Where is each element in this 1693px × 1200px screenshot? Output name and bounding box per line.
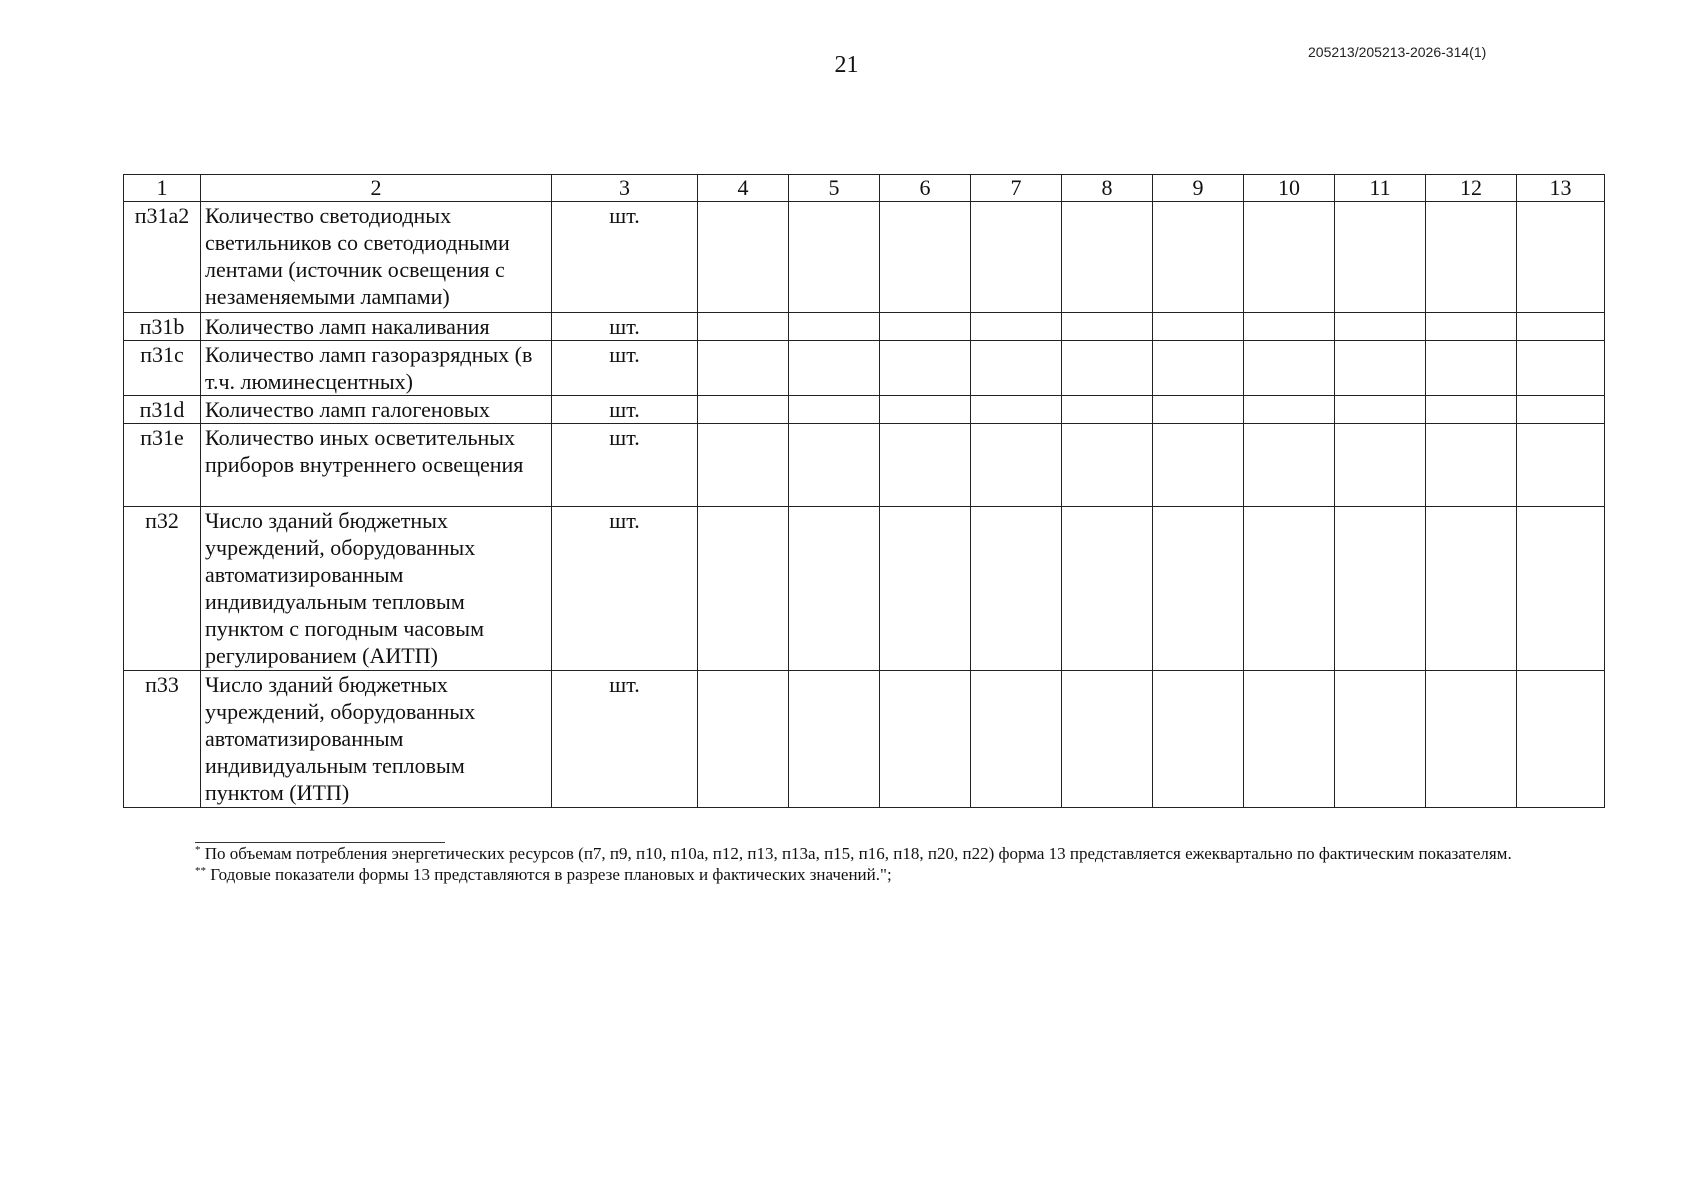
row-unit: шт. bbox=[552, 396, 698, 424]
empty-cell bbox=[1153, 507, 1244, 671]
document-id: 205213/205213-2026-314(1) bbox=[1308, 44, 1487, 60]
empty-cell bbox=[1153, 341, 1244, 396]
table-row bbox=[124, 424, 1605, 507]
row-unit: шт. bbox=[552, 202, 698, 313]
footnote-2-mark: ** bbox=[195, 865, 206, 877]
empty-cell bbox=[971, 424, 1062, 507]
empty-cell bbox=[1335, 507, 1426, 671]
row-code: п31d bbox=[124, 396, 201, 424]
header-cell: 3 bbox=[552, 175, 698, 202]
empty-cell bbox=[789, 313, 880, 341]
empty-cell bbox=[789, 202, 880, 313]
empty-cell bbox=[1153, 396, 1244, 424]
empty-cell bbox=[1062, 341, 1153, 396]
empty-cell bbox=[1062, 671, 1153, 808]
empty-cell bbox=[1517, 424, 1605, 507]
empty-cell bbox=[880, 507, 971, 671]
empty-cell bbox=[1244, 396, 1335, 424]
empty-cell bbox=[880, 671, 971, 808]
empty-cell bbox=[1153, 202, 1244, 313]
empty-cell bbox=[1153, 671, 1244, 808]
empty-cell bbox=[698, 507, 789, 671]
empty-cell bbox=[971, 202, 1062, 313]
empty-cell bbox=[698, 424, 789, 507]
empty-cell bbox=[1517, 313, 1605, 341]
row-name: Количество иных осветительных приборов внутреннего освещения bbox=[201, 424, 552, 507]
footnotes bbox=[123, 842, 1604, 885]
row-name: Число зданий бюджетных учреждений, оборудованных автоматизированным индивидуальным тепловым пунктом (ИТП) bbox=[201, 671, 552, 808]
empty-cell bbox=[789, 671, 880, 808]
empty-cell bbox=[1517, 396, 1605, 424]
empty-cell bbox=[1335, 341, 1426, 396]
row-unit: шт. bbox=[552, 671, 698, 808]
empty-cell bbox=[698, 671, 789, 808]
footnote-2 bbox=[123, 864, 1604, 885]
empty-cell bbox=[698, 396, 789, 424]
header-cell: 10 bbox=[1244, 175, 1335, 202]
footnote-1 bbox=[123, 843, 1604, 864]
empty-cell bbox=[1062, 202, 1153, 313]
empty-cell bbox=[1244, 341, 1335, 396]
empty-cell bbox=[1335, 671, 1426, 808]
header-cell: 11 bbox=[1335, 175, 1426, 202]
empty-cell bbox=[698, 341, 789, 396]
empty-cell bbox=[1062, 396, 1153, 424]
header-cell: 1 bbox=[124, 175, 201, 202]
empty-cell bbox=[1335, 202, 1426, 313]
footnote-1-mark: * bbox=[195, 844, 201, 856]
empty-cell bbox=[1426, 202, 1517, 313]
empty-cell bbox=[789, 341, 880, 396]
empty-cell bbox=[1335, 313, 1426, 341]
form-13-table bbox=[123, 174, 1605, 808]
empty-cell bbox=[1426, 396, 1517, 424]
table-row bbox=[124, 313, 1605, 341]
empty-cell bbox=[698, 202, 789, 313]
row-code: п33 bbox=[124, 671, 201, 808]
empty-cell bbox=[1517, 341, 1605, 396]
empty-cell bbox=[880, 424, 971, 507]
table-row bbox=[124, 671, 1605, 808]
empty-cell bbox=[1517, 671, 1605, 808]
row-name: Количество ламп галогеновых bbox=[201, 396, 552, 424]
empty-cell bbox=[1517, 507, 1605, 671]
header-cell: 13 bbox=[1517, 175, 1605, 202]
empty-cell bbox=[1244, 424, 1335, 507]
row-code: п31е bbox=[124, 424, 201, 507]
empty-cell bbox=[789, 424, 880, 507]
empty-cell bbox=[971, 671, 1062, 808]
header-cell: 5 bbox=[789, 175, 880, 202]
row-name: Количество светодиодных светильников со светодиодными лентами (источник освещения с незаменяемыми лампами) bbox=[201, 202, 552, 313]
row-name: Число зданий бюджетных учреждений, оборудованных автоматизированным индивидуальным тепловым пунктом с погодным часовым регулированием (АИТП) bbox=[201, 507, 552, 671]
empty-cell bbox=[880, 202, 971, 313]
header-cell: 6 bbox=[880, 175, 971, 202]
empty-cell bbox=[880, 341, 971, 396]
empty-cell bbox=[880, 396, 971, 424]
header-cell: 7 bbox=[971, 175, 1062, 202]
empty-cell bbox=[1426, 507, 1517, 671]
empty-cell bbox=[1153, 313, 1244, 341]
empty-cell bbox=[1335, 396, 1426, 424]
empty-cell bbox=[1426, 313, 1517, 341]
empty-cell bbox=[971, 507, 1062, 671]
header-cell: 2 bbox=[201, 175, 552, 202]
row-code: п31b bbox=[124, 313, 201, 341]
row-code: п31а2 bbox=[124, 202, 201, 313]
footnote-1-text: По объемам потребления энергетических ресурсов (п7, п9, п10, п10а, п12, п13, п13а, п15, п16, п18, п20, п22) форма 13 представляется ежеквартально по фактическим показателям. bbox=[204, 844, 1512, 863]
header-cell: 8 bbox=[1062, 175, 1153, 202]
table-row bbox=[124, 396, 1605, 424]
empty-cell bbox=[971, 341, 1062, 396]
empty-cell bbox=[1244, 313, 1335, 341]
header-cell: 12 bbox=[1426, 175, 1517, 202]
table-row bbox=[124, 341, 1605, 396]
empty-cell bbox=[789, 396, 880, 424]
empty-cell bbox=[1244, 671, 1335, 808]
empty-cell bbox=[1153, 424, 1244, 507]
empty-cell bbox=[698, 313, 789, 341]
empty-cell bbox=[1244, 507, 1335, 671]
empty-cell bbox=[1517, 202, 1605, 313]
header-cell: 9 bbox=[1153, 175, 1244, 202]
empty-cell bbox=[971, 313, 1062, 341]
empty-cell bbox=[1335, 424, 1426, 507]
row-name: Количество ламп накаливания bbox=[201, 313, 552, 341]
empty-cell bbox=[880, 313, 971, 341]
row-unit: шт. bbox=[552, 424, 698, 507]
row-code: п32 bbox=[124, 507, 201, 671]
empty-cell bbox=[1426, 671, 1517, 808]
table-row bbox=[124, 202, 1605, 313]
row-unit: шт. bbox=[552, 507, 698, 671]
row-unit: шт. bbox=[552, 341, 698, 396]
header-cell: 4 bbox=[698, 175, 789, 202]
empty-cell bbox=[1426, 424, 1517, 507]
row-code: п31с bbox=[124, 341, 201, 396]
table-row bbox=[124, 507, 1605, 671]
empty-cell bbox=[1062, 424, 1153, 507]
footnote-2-text: Годовые показатели формы 13 представляются в разрезе плановых и фактических значений."; bbox=[210, 865, 892, 884]
empty-cell bbox=[1062, 507, 1153, 671]
empty-cell bbox=[1244, 202, 1335, 313]
row-name: Количество ламп газоразрядных (в т.ч. люминесцентных) bbox=[201, 341, 552, 396]
empty-cell bbox=[971, 396, 1062, 424]
empty-cell bbox=[789, 507, 880, 671]
row-unit: шт. bbox=[552, 313, 698, 341]
empty-cell bbox=[1062, 313, 1153, 341]
page-number: 21 bbox=[834, 52, 859, 78]
header-row bbox=[124, 175, 1605, 202]
empty-cell bbox=[1426, 341, 1517, 396]
